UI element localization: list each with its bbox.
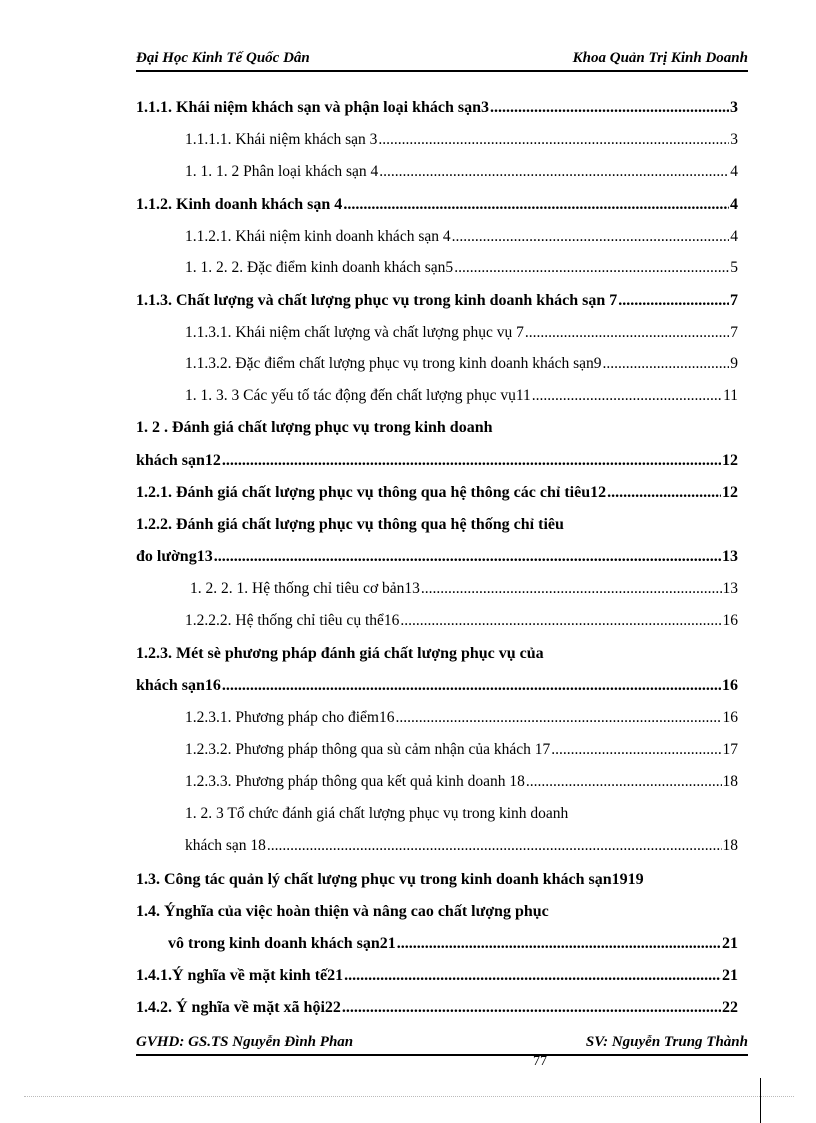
toc-entry-title: 1.1.3.2. Đặc điểm chất lượng phục vụ trong kinh doanh khách sạn9 — [185, 355, 602, 372]
toc-entry-page: 7 — [730, 324, 738, 341]
toc-entry-title: đo lường13 — [136, 548, 213, 565]
toc-entry — [136, 964, 738, 988]
divider — [760, 1078, 761, 1123]
toc-entry — [185, 352, 738, 376]
toc-entry — [136, 449, 738, 473]
toc-entry-title: 1.1.2.1. Khái niệm kinh doanh khách sạn 4 — [185, 228, 451, 245]
toc-leader — [378, 128, 729, 152]
toc-entry — [136, 416, 738, 440]
toc-entry — [190, 577, 738, 601]
toc-entry-page: 12 — [722, 484, 738, 501]
toc-leader — [222, 449, 721, 473]
toc-entry-page: 22 — [722, 999, 738, 1016]
toc-entry — [136, 996, 738, 1020]
toc-entry — [185, 770, 738, 794]
toc-entry-page: 18 — [722, 837, 738, 854]
toc-entry-title: 1.1.1.1. Khái niệm khách sạn 3 — [185, 131, 378, 148]
toc-entry-page: 13 — [722, 548, 738, 565]
toc-leader — [525, 321, 729, 345]
toc-leader — [551, 738, 721, 762]
toc-entry-title: 1.2.2.2. Hệ thống chỉ tiêu cụ thể16 — [185, 612, 400, 629]
header-faculty: Khoa Quản Trị Kinh Doanh — [572, 50, 748, 66]
toc-leader — [397, 932, 721, 956]
toc-entry — [185, 802, 738, 826]
toc-entry-page: 17 — [722, 741, 738, 758]
toc-entry-title: khách sạn 18 — [185, 837, 266, 854]
toc-leader — [618, 289, 729, 313]
toc-entry-page: 18 — [722, 773, 738, 790]
toc-entry-title: 1.2.3.3. Phương pháp thông qua kết quả kinh doanh 18 — [185, 773, 525, 790]
toc-entry — [136, 900, 738, 924]
toc-entry-page: 5 — [730, 259, 738, 276]
toc-entry-page: 12 — [722, 452, 738, 469]
toc-entry-title: 1.1.3. Chất lượng và chất lượng phục vụ trong kinh doanh khách sạn 7 — [136, 292, 618, 309]
toc-entry-title: 1. 2 . Đánh giá chất lượng phục vụ trong kinh doanh — [136, 419, 493, 436]
toc-entry — [185, 384, 738, 408]
toc-entry-title: 1. 2. 2. 1. Hệ thống chỉ tiêu cơ bản13 — [190, 580, 420, 597]
toc-entry-title: 1.2.2. Đánh giá chất lượng phục vụ thông qua hệ thống chỉ tiêu — [136, 516, 564, 533]
toc-entry — [136, 96, 738, 120]
toc-leader — [526, 770, 722, 794]
toc-entry-title: khách sạn12 — [136, 452, 221, 469]
toc-entry — [136, 674, 738, 698]
toc-entry-title: 1.2.3. Mét sè phương pháp đánh giá chất lượng phục vụ của — [136, 645, 544, 662]
toc-entry-page: 21 — [722, 935, 738, 952]
toc-entry — [168, 932, 738, 956]
toc-entry — [185, 738, 738, 762]
toc-leader — [452, 225, 730, 249]
toc-entry-page: 11 — [723, 387, 738, 404]
toc-entry — [185, 160, 738, 184]
toc-entry-page: 3 — [730, 131, 738, 148]
page-number: 77 — [533, 1054, 547, 1069]
toc-entry-title: 1. 1. 2. 2. Đặc điểm kinh doanh khách sạn5 — [185, 259, 454, 276]
toc-entry-title: 1.4. Ýnghĩa của việc hoàn thiện và nâng cao chất lượng phục — [136, 903, 549, 920]
toc-entry-title: khách sạn16 — [136, 677, 221, 694]
toc-leader — [214, 545, 721, 569]
toc-entry-page: 9 — [730, 355, 738, 372]
toc-entry — [136, 193, 738, 217]
toc-entry-title: 1.1.1. Khái niệm khách sạn và phận loại khách sạn3 — [136, 99, 489, 116]
toc-entry-page: 4 — [730, 196, 738, 213]
toc-leader — [607, 481, 721, 505]
toc-entry — [185, 706, 738, 730]
toc-entry — [136, 481, 738, 505]
toc-entry — [185, 834, 738, 858]
toc-leader — [454, 256, 729, 280]
toc-leader — [343, 193, 729, 217]
toc-entry-title: 1.2.3.2. Phương pháp thông qua sù cảm nhận của khách 17 — [185, 741, 551, 758]
toc-leader — [490, 96, 729, 120]
toc-leader — [603, 352, 730, 376]
toc-entry-page: 7 — [730, 292, 738, 309]
toc-entry-page: 4 — [730, 163, 738, 180]
toc-entry — [185, 256, 738, 280]
toc-leader — [400, 609, 721, 633]
toc-leader — [342, 996, 721, 1020]
toc-entry-title: 1.1.3.1. Khái niệm chất lượng và chất lượng phục vụ 7 — [185, 324, 524, 341]
toc-leader — [222, 674, 721, 698]
page-break-divider — [24, 1096, 794, 1097]
toc-entry-title: 1.4.1.Ý nghĩa về mặt kinh tế21 — [136, 967, 344, 984]
toc-entry-page: 16 — [722, 709, 738, 726]
toc-entry — [136, 545, 738, 569]
toc-entry — [136, 289, 738, 313]
toc-leader — [395, 706, 721, 730]
toc-leader — [421, 577, 722, 601]
toc-entry-title: 1. 2. 3 Tổ chức đánh giá chất lượng phục vụ trong kinh doanh — [185, 805, 569, 822]
toc-entry — [185, 128, 738, 152]
toc-entry — [185, 225, 738, 249]
toc-entry-title: 1.2.3.1. Phương pháp cho điểm16 — [185, 709, 395, 726]
toc-entry-page: 3 — [730, 99, 738, 116]
page-footer — [136, 1034, 748, 1056]
toc-entry — [185, 609, 738, 633]
toc-entry-page: 13 — [722, 580, 738, 597]
footer-advisor: GVHD: GS.TS Nguyễn Đình Phan — [136, 1034, 354, 1050]
toc-entry — [136, 868, 748, 892]
toc-entry-page: 21 — [722, 967, 738, 984]
toc-entry-title: 1. 1. 3. 3 Các yếu tố tác động đến chất lượng phục vụ11 — [185, 387, 531, 404]
toc-entry-title: 1.3. Công tác quản lý chất lượng phục vụ trong kinh doanh khách sạn1919 — [136, 871, 644, 888]
toc-entry — [136, 513, 738, 537]
toc-entry-title: 1.1.2. Kinh doanh khách sạn 4 — [136, 196, 343, 213]
toc-leader — [344, 964, 721, 988]
toc-entry-page: 16 — [722, 677, 738, 694]
toc-leader — [379, 160, 729, 184]
toc-entry — [185, 321, 738, 345]
toc-entry-title: 1.2.1. Đánh giá chất lượng phục vụ thông qua hệ thông các chỉ tiêu12 — [136, 484, 607, 501]
toc-entry-title: 1.4.2. Ý nghĩa về mặt xã hội22 — [136, 999, 341, 1016]
toc-entry — [136, 642, 738, 666]
toc-entry-title: 1. 1. 1. 2 Phân loại khách sạn 4 — [185, 163, 379, 180]
toc-leader — [267, 834, 722, 858]
footer-student: SV: Nguyễn Trung Thành — [585, 1034, 748, 1050]
header-university: Đại Học Kinh Tế Quốc Dân — [136, 50, 310, 66]
toc-entry-page: 4 — [730, 228, 738, 245]
toc-leader — [532, 384, 722, 408]
toc-entry-title: vô trong kinh doanh khách sạn21 — [168, 935, 396, 952]
toc-entry-page: 16 — [722, 612, 738, 629]
